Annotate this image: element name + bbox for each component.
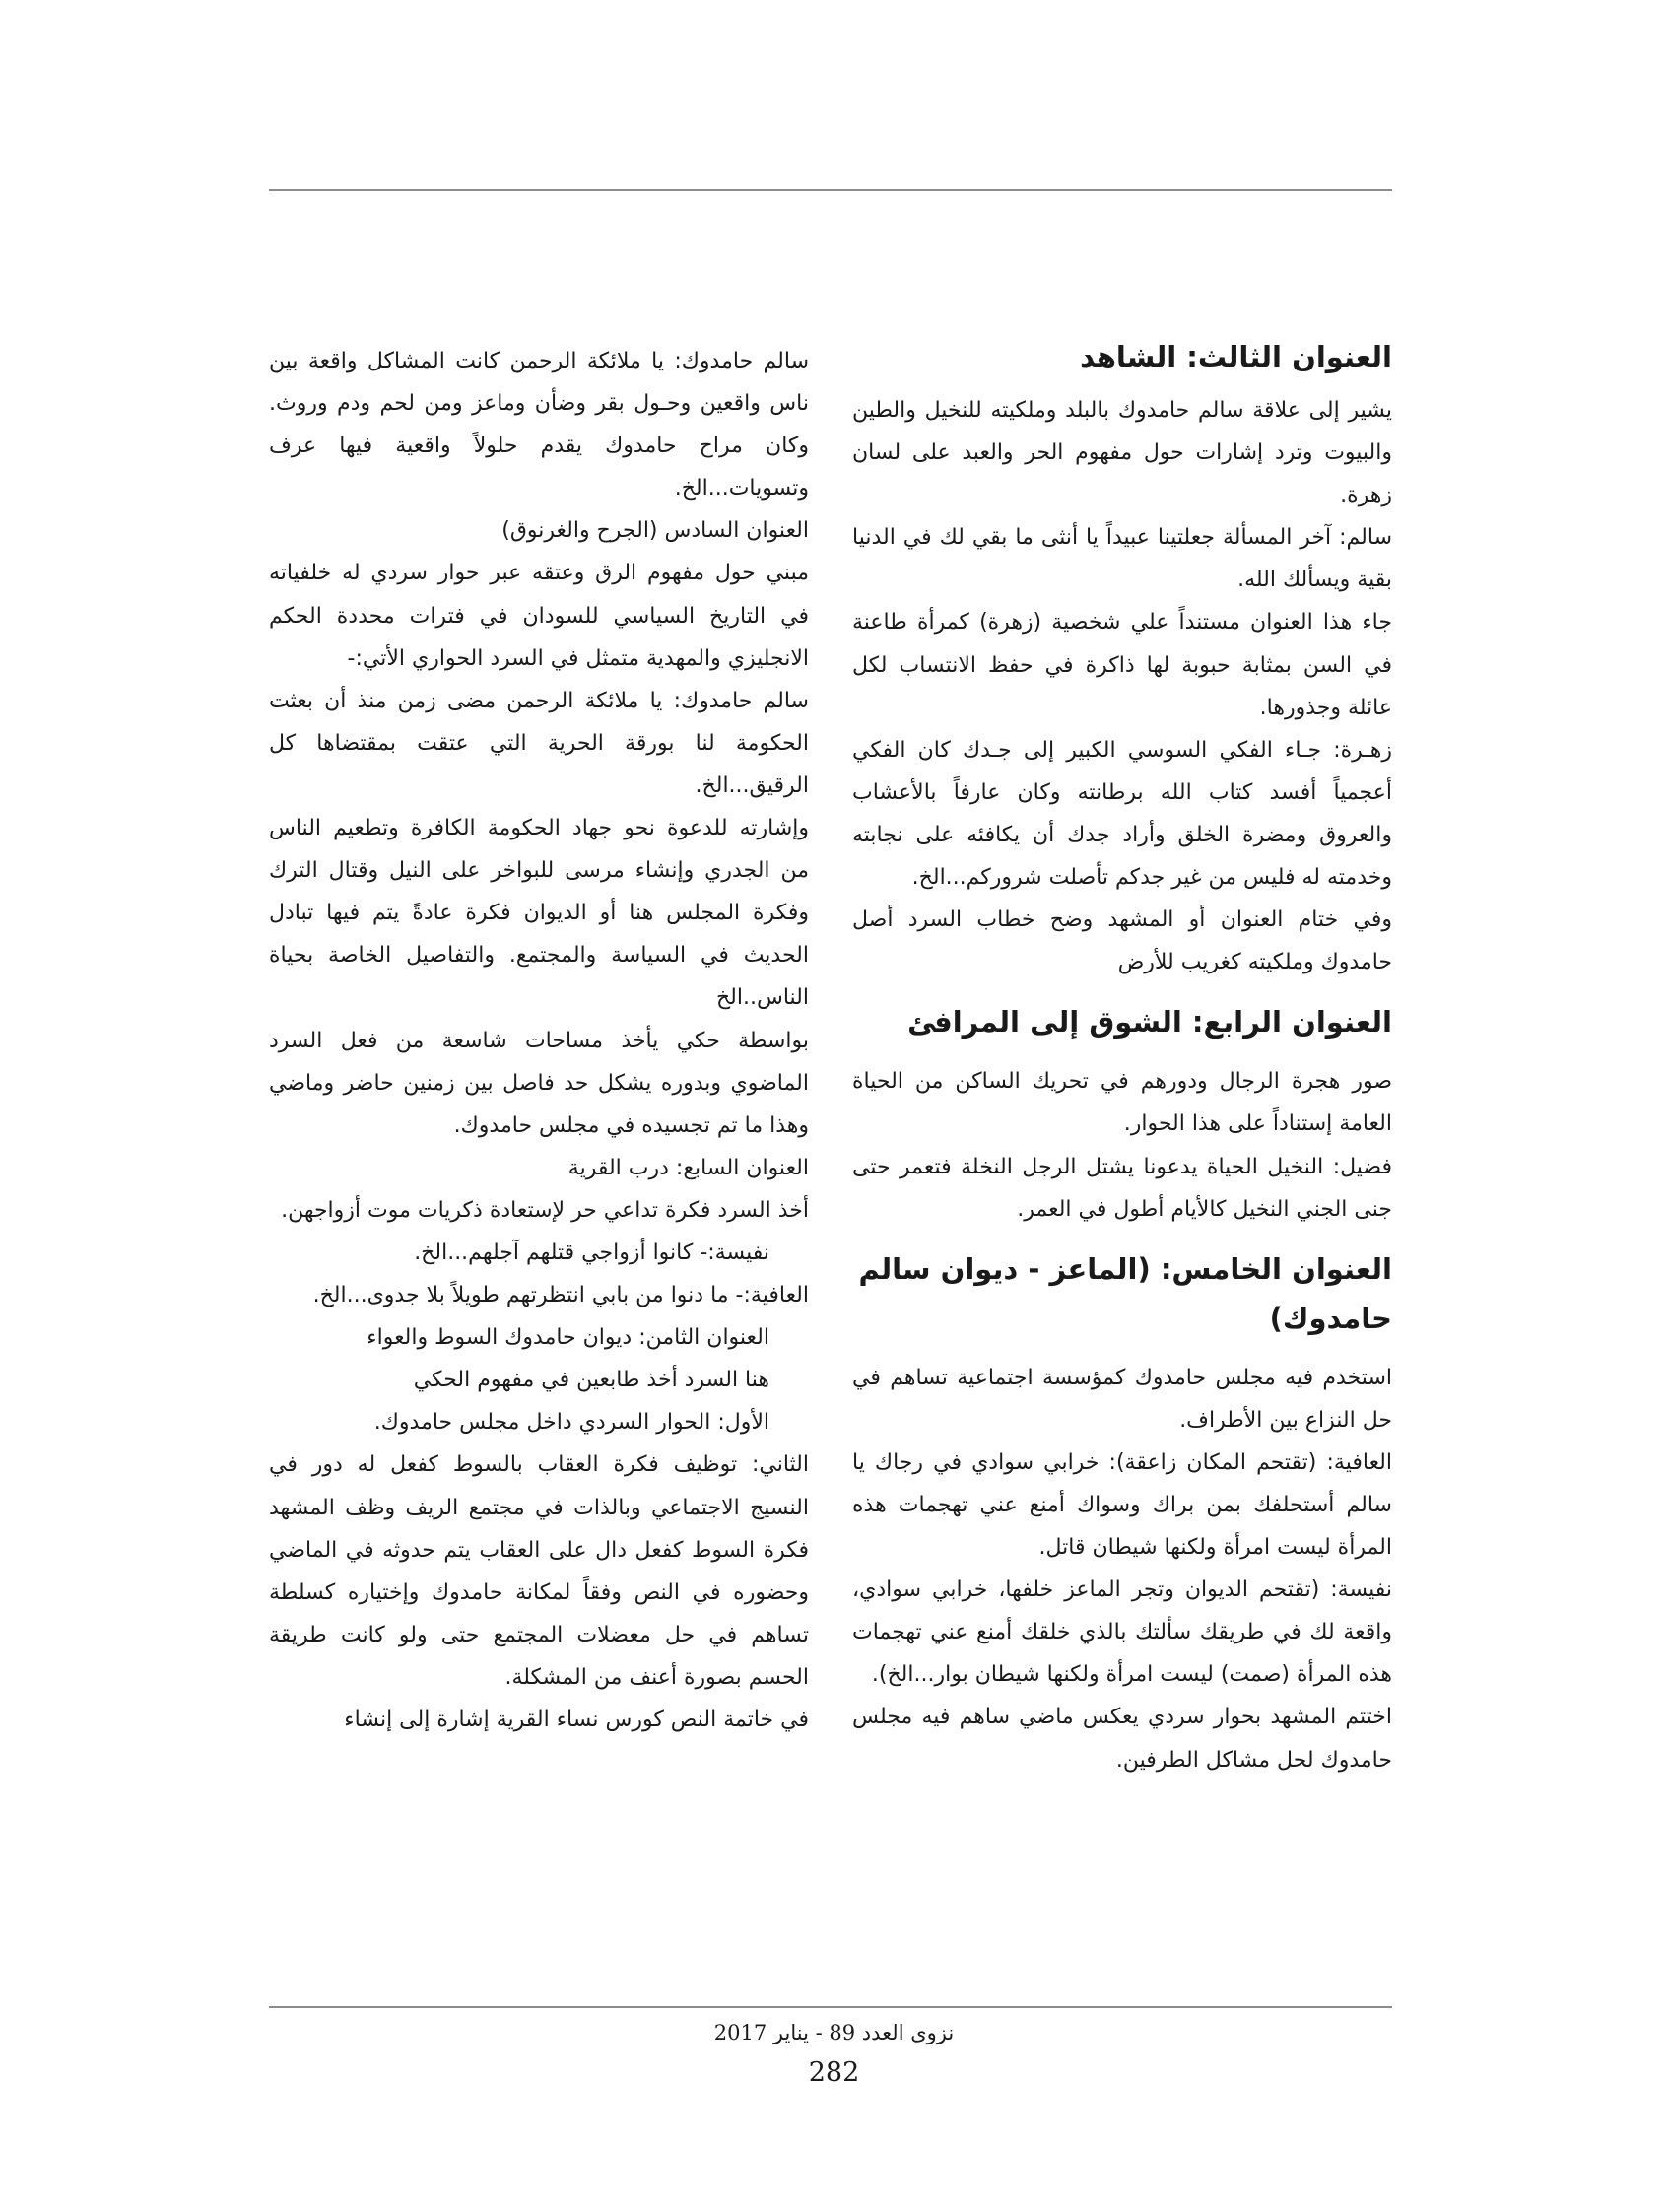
- dialogue-line: العافية:- ما دنوا من بابي انتظرتهم طويلاً بلا جدوى...الخ.: [312, 1283, 809, 1308]
- paragraph: نفيسة: (تقتحم الديوان وتجر الماعز خلفها، خرابي سوادي، واقعة لك في طريقك سألتك بالذي خلقك أمنع عني تهجمات هذه المرأة (صمت) ليست امرأة ولكنها شيطان بوار...الخ).: [852, 1577, 1392, 1688]
- paragraph: الأول: الحوار السردي داخل مجلس حامدوك.: [373, 1410, 769, 1436]
- paragraph: صور هجرة الرجال ودورهم في تحريك الساكن من الحياة العامة إستناداً على هذا الحوار.: [852, 1069, 1392, 1137]
- page-number: 282: [808, 2057, 860, 2088]
- bottom-rule: [269, 2006, 1392, 2008]
- paragraph: جاء هذا العنوان مستنداً علي شخصية (زهرة) كمرأة طاعنة في السن بمثابة حبوبة لها ذاكرة في حفظ الانتساب لكل عائلة وجذورها.: [852, 610, 1392, 720]
- issue-line: نزوى العدد 89 - يناير 2017: [713, 2021, 955, 2044]
- paragraph: سالم: آخر المسألة جعلتينا عبيداً يا أنثى ما بقي لك في الدنيا بقية ويسألك الله.: [852, 525, 1392, 593]
- paragraph: في خاتمة النص كورس نساء القرية إشارة إلى إنشاء: [344, 1708, 809, 1732]
- paragraph: وفي ختام العنوان أو المشهد وضح خطاب السرد أصل حامدوك وملكيته كغريب للأرض: [852, 907, 1392, 975]
- subheading-6: العنوان السادس (الجرح والغرنوق): [501, 518, 809, 544]
- section-heading-5: العنوان الخامس: (الماعز - ديوان سالم حامدوك): [858, 1251, 1392, 1335]
- paragraph: مبني حول مفهوم الرق وعتقه عبر حوار سردي له خلفياته في التاريخ السياسي للسودان في فترات محددة الحكم الانجليزي والمهدية متمثل في السرد الحواري الأتي:-: [269, 561, 809, 671]
- paragraph: سالم حامدوك: يا ملائكة الرحمن مضى زمن منذ أن بعثت الحكومة لنا بورقة الحرية التي عتقت بمقتضاها كل الرقيق...الخ.: [269, 688, 809, 798]
- paragraph: أخذ السرد فكرة تداعي حر لإستعادة ذكريات موت أزواجهن.: [281, 1197, 809, 1223]
- paragraph: هنا السرد أخذ طابعين في مفهوم الحكي: [413, 1368, 769, 1393]
- paragraph: يشير إلى علاقة سالم حامدوك بالبلد وملكيته للنخيل والطين والبيوت وترد إشارات حول مفهوم الحر والعبد على لسان زهرة.: [852, 398, 1392, 508]
- section-heading-4: العنوان الرابع: الشوق إلى المرافئ: [907, 1005, 1392, 1039]
- top-rule: [269, 189, 1392, 191]
- dialogue-line: نفيسة:- كانوا أزواجي قتلهم آجلهم...الخ.: [414, 1240, 769, 1265]
- paragraph: سالم حامدوك: يا ملائكة الرحمن كانت المشاكل واقعة بين ناس واقعين وحـول بقر وضأن وماعز ومن لحم ودم وروث. وكان مراح حامدوك يقدم حلولاً واقعية فيها عرف وتسويات...الخ.: [269, 349, 809, 502]
- section-heading-3: العنوان الثالث: الشاهد: [1080, 340, 1392, 373]
- paragraph: فضيل: النخيل الحياة يدعونا يشتل الرجل النخلة فتعمر حتى جنى الجني النخيل كالأيام أطول في العمر.: [852, 1154, 1392, 1222]
- left-column: [269, 340, 809, 1741]
- paragraph: اختتم المشهد بحوار سردي يعكس ماضي ساهم فيه مجلس حامدوك لحل مشاكل الطرفين.: [852, 1705, 1392, 1773]
- subheading-7: العنوان السابع: درب القرية: [567, 1155, 809, 1180]
- paragraph: وإشارته للدعوة نحو جهاد الحكومة الكافرة وتطعيم الناس من الجدري وإنشاء مرسى للبواخر على النيل وقتال الترك وفكرة المجلس هنا أو الديوان فكرة عادةً يتم فيها تبادل الحديث في السياسة والمجتمع. والتفاصيل الخاصة بحياة الناس..الخ: [269, 816, 809, 1011]
- subheading-8: العنوان الثامن: ديوان حامدوك السوط والعواء: [367, 1325, 769, 1351]
- paragraph: استخدم فيه مجلس حامدوك كمؤسسة اجتماعية تساهم في حل النزاع بين الأطراف.: [852, 1365, 1392, 1433]
- paragraph: بواسطة حكي يأخذ مساحات شاسعة من فعل السرد الماضوي وبدوره يشكل حد فاصل بين زمنين حاضر وماضي وهذا ما تم تجسيده في مجلس حامدوك.: [269, 1028, 809, 1138]
- paragraph: زهـرة: جـاء الفكي السوسي الكبير إلى جـدك كان الفكي أعجمياً أفسد كتاب الله برطانته وكان عارفاً بالأعشاب والعروق ومضرة الخلق وأراد جدك أن يكافئه على نجابته وخدمته له فليس من غير جدكم تأصلت شروركم...الخ.: [852, 737, 1392, 891]
- paragraph: العافية: (تقتحم المكان زاعقة): خرابي سوادي في رجاك يا سالم أستحلفك بمن براك وسواك أمنع عني تهجمات هذه المرأة ليست امرأة ولكنها شيطان قاتل.: [852, 1449, 1392, 1561]
- paragraph: الثاني: توظيف فكرة العقاب بالسوط كفعل له دور في النسيج الاجتماعي وبالذات في مجتمع الريف وظف المشهد فكرة السوط كفعل دال على العقاب يتم حدوثه في الماضي وحضوره في النص وفقاً لمكانة حامدوك وإختياره كسلطة تساهم في حل معضلات المجتمع حتى ولو كانت طريقة الحسم بصورة أعنف من المشكلة.: [269, 1452, 809, 1690]
- right-column: [852, 340, 1392, 1781]
